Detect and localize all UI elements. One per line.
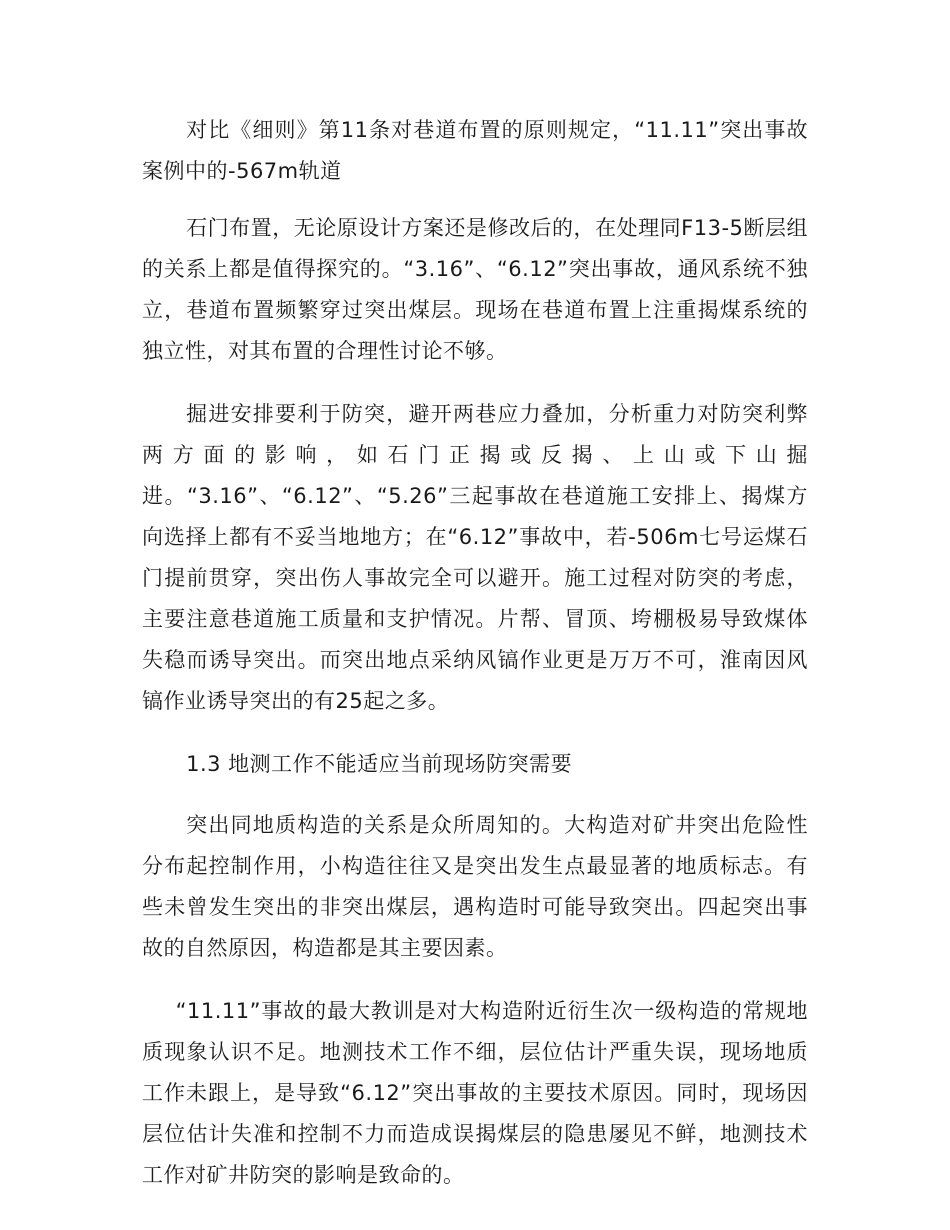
document-body (142, 110, 808, 1218)
section-heading: 1.3 地测工作不能适应当前现场防突需要 (186, 752, 573, 776)
paragraph-lessons: “11.11”事故的最大教训是对大构造附近衍生次一级构造的常规地质现象认识不足。地测技术工作不细，层位估计严重失误，现场地质工作未跟上，是导致“6.12”突出事故的主要技术原因。同时，现场因层位估计失准和控制不力而造成误揭煤层的隐患屡见不鲜，地测技术工作对矿井防突的影响是致命的。 (142, 999, 808, 1187)
paragraph-excavation: 掘进安排要利于防突，避开两巷应力叠加，分析重力对防突利弊两方面的影响，如石门正揭或反揭、上山或下山掘进。“3.16”、“6.12”、“5.26”三起事故在巷道施工安排上、揭煤方向选择上都有不妥当地地方；在“6.12”事故中，若-506m七号运煤石门提前贯穿，突出伤人事故完全可以避开。施工过程对防突的考虑，主要注意巷道施工质量和支护情况。片帮、冒顶、垮棚极易导致煤体失稳而诱导突出。而突出地点采纳风镐作业更是万万不可，淮南因风镐作业诱导突出的有25起之多。 (142, 402, 808, 713)
paragraph-intro: 对比《细则》第11条对巷道布置的原则规定，“11.11”突出事故案例中的-567m轨道 (142, 118, 808, 183)
paragraph-shimen-layout: 石门布置，无论原设计方案还是修改后的，在处理同F13-5断层组的关系上都是值得探究的。“3.16”、“6.12”突出事故，通风系统不独立，巷道布置频繁穿过突出煤层。现场在巷道布置上注重揭煤系统的独立性，对其布置的合理性讨论不够。 (142, 216, 808, 363)
paragraph-geology: 突出同地质构造的关系是众所周知的。大构造对矿井突出危险性分布起控制作用，小构造往往又是突出发生点最显著的地质标志。有些未曾发生突出的非突出煤层，遇构造时可能导致突出。四起突出事故的自然原因，构造都是其主要因素。 (142, 813, 808, 960)
